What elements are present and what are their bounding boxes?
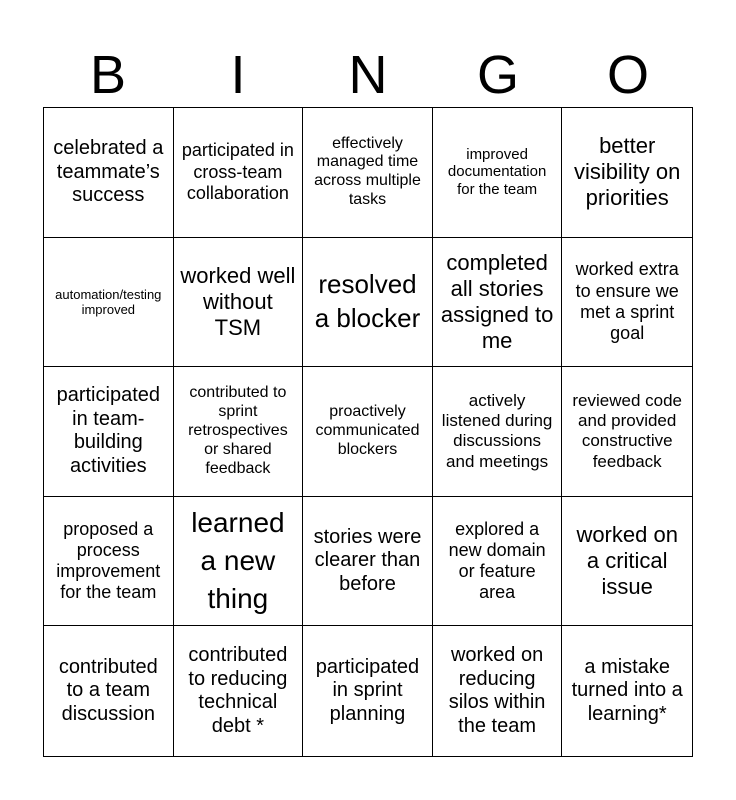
bingo-cell[interactable]: effectively managed time across multiple tasks xyxy=(303,108,433,238)
bingo-cell[interactable]: stories were clearer than before xyxy=(303,497,433,627)
bingo-cell[interactable]: explored a new domain or feature area xyxy=(433,497,563,627)
bingo-cell[interactable]: a mistake turned into a learning* xyxy=(571,655,683,725)
bingo-cell[interactable]: completed all stories assigned to me xyxy=(433,238,563,368)
bingo-cell[interactable]: resolved a blocker xyxy=(303,238,433,368)
bingo-cell[interactable]: worked well without TSM xyxy=(174,238,304,368)
header-letter-o: O xyxy=(606,45,649,105)
bingo-header xyxy=(43,42,693,108)
bingo-cell[interactable]: learned a new thing xyxy=(174,497,304,627)
bingo-cell[interactable]: actively listened during discussions and meetings xyxy=(433,367,563,497)
bingo-cell[interactable]: worked on reducing silos within the team xyxy=(433,626,563,756)
bingo-cell[interactable]: worked extra to ensure we met a sprint goal xyxy=(562,238,692,368)
header-letter-g: G xyxy=(476,45,519,105)
bingo-cell[interactable]: worked on a critical issue xyxy=(562,497,692,627)
header-letter-b: B xyxy=(89,45,127,105)
header-letter-n: N xyxy=(348,45,388,105)
bingo-cell[interactable]: participated in cross-team collaboration xyxy=(174,108,304,238)
bingo-cell[interactable]: contributed to a team discussion xyxy=(44,626,174,756)
header-letter-i: I xyxy=(230,45,246,105)
bingo-cell[interactable]: improved documentation for the team xyxy=(433,108,563,238)
bingo-cell[interactable]: contributed to reducing technical debt * xyxy=(174,626,304,756)
bingo-cell[interactable]: automation/testing improved xyxy=(44,238,174,368)
bingo-cell[interactable]: proposed a process improvement for the team xyxy=(44,497,174,627)
bingo-card-grid xyxy=(43,107,693,757)
bingo-cell[interactable]: reviewed code and provided constructive feedback xyxy=(562,367,692,497)
bingo-cell[interactable]: proactively communicated blockers xyxy=(303,367,433,497)
bingo-cell[interactable]: celebrated a teammate’s success xyxy=(44,108,174,238)
bingo-cell[interactable]: better visibility on priorities xyxy=(562,108,692,238)
bingo-cell[interactable]: contributed to sprint retrospectives or shared feedback xyxy=(174,367,304,497)
bingo-cell[interactable]: participated in sprint planning xyxy=(303,626,433,756)
bingo-cell[interactable]: participated in team-building activities xyxy=(44,367,174,497)
